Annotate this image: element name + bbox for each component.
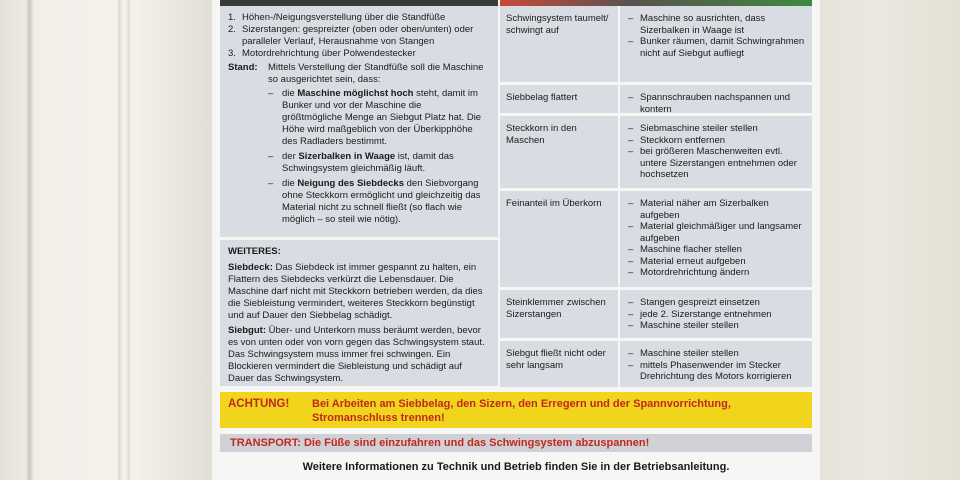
stand-bullet-bold: Sizerbalken in Waage	[298, 151, 396, 162]
solution-item: – Siebmaschine steiler stellen	[626, 123, 806, 135]
warning-banner	[220, 392, 812, 428]
solution-item: – Spannschrauben nachspannen und kontern	[626, 92, 806, 115]
problem-cell: Siebgut fließt nicht oder sehr langsam	[500, 341, 618, 387]
stand-bullet	[282, 178, 484, 226]
stand-bullet-bold: Maschine möglichst hoch	[297, 88, 414, 99]
siebdeck-paragraph	[228, 262, 490, 322]
table-row	[500, 85, 812, 113]
solution-item: – mittels Phasenwender im Stecker Drehrichtung des Motors korrigieren	[626, 360, 806, 383]
siebgut-paragraph	[228, 325, 490, 385]
table-row	[500, 191, 812, 287]
table-row	[500, 341, 812, 387]
table-row	[500, 6, 812, 82]
stand-bullet	[282, 151, 484, 175]
stand-bullet-pre: die	[282, 178, 298, 189]
stand-bullet-post: den Siebvorgang ohne Steckkorn ermöglicht und gleichzeitig das Material nicht zu schnell fließt (so flach wie möglich – so steil wie nötig).	[282, 178, 481, 225]
adjustment-item	[228, 24, 490, 48]
weiteres-heading: WEITERES:	[228, 246, 281, 257]
siebdeck-text: Das Siebdeck ist immer gespannt zu halten, ein Flattern des Siebdecks verkürzt die Lebensdauer. Die Maschine darf nicht mit Steckkorn betrieben werden, da dies die Siebleistung vermindert, weiteres Steckkorn begünstigt und auf Dauer den Siebbelag schädigt.	[228, 262, 483, 321]
solution-item: – Stangen gespreizt einsetzen	[626, 297, 806, 309]
adjustment-number: 3.	[228, 48, 236, 59]
adjustment-number: 2.	[228, 24, 236, 35]
problem-cell: Feinanteil im Überkorn	[500, 191, 618, 287]
solution-cell	[620, 290, 812, 338]
stand-bullet-post: ist, damit das Schwingsystem gleichmäßig läuft.	[282, 151, 454, 174]
siebgut-label: Siebgut:	[228, 325, 266, 336]
stand-bullets	[228, 88, 490, 226]
adjustment-text: Sizerstangen: gespreizter (oben oder oben/unten) oder paralleler Verlauf, Herausnahme von Stangen	[242, 24, 474, 47]
solution-cell	[620, 85, 812, 113]
troubleshooting-table	[500, 6, 812, 390]
door-frame	[118, 0, 130, 480]
solution-item: – Maschine steiler stellen	[626, 320, 806, 332]
stand-bullet	[282, 88, 484, 148]
stand-bullet-pre: der	[282, 151, 299, 162]
solution-item: – Material näher am Sizerbalken aufgeben	[626, 198, 806, 221]
stand-bullet-pre: die	[282, 88, 298, 99]
solution-cell	[620, 191, 812, 287]
instruction-poster	[212, 0, 820, 480]
footer-note: Weitere Informationen zu Technik und Betrieb finden Sie in der Betriebsanleitung.	[302, 461, 730, 473]
problem-cell: Schwingsystem taumelt/ schwingt auf	[500, 6, 618, 82]
adjustment-list	[220, 6, 498, 60]
solution-item: – Maschine steiler stellen	[626, 348, 806, 360]
solution-item: – Maschine so ausrichten, dass Sizerbalken in Waage ist	[626, 13, 806, 36]
table-row	[500, 116, 812, 188]
warning-label: ACHTUNG!	[228, 398, 290, 410]
solution-item: – Maschine flacher stellen	[626, 244, 806, 256]
adjustment-item	[228, 48, 490, 60]
stand-bullet-bold: Neigung des Siebdecks	[297, 178, 404, 189]
table-row	[500, 290, 812, 338]
siebdeck-label: Siebdeck:	[228, 262, 273, 273]
solution-cell	[620, 6, 812, 82]
solution-item: – Steckkorn entfernen	[626, 135, 806, 147]
adjustment-text: Höhen-/Neigungsverstellung über die Standfüße	[242, 12, 446, 23]
solution-item: – Material erneut aufgeben	[626, 256, 806, 268]
problem-cell: Steinklemmer zwischen Sizerstangen	[500, 290, 618, 338]
stand-intro: Mittels Verstellung der Standfüße soll die Maschine so ausgerichtet sein, dass:	[268, 62, 484, 85]
weiteres-panel	[220, 240, 498, 386]
stand-label: Stand:	[228, 62, 258, 73]
warning-text: Bei Arbeiten am Siebbelag, den Sizern, den Erregern und der Spannvorrichtung, Stromanschluss trennen!	[312, 398, 731, 424]
adjustment-item	[228, 12, 490, 24]
problem-cell: Steckkorn in den Maschen	[500, 116, 618, 188]
siebgut-text: Über- und Unterkorn muss beräumt werden, bevor es von unten oder von vorn gegen das Schwingsystem staut. Das Schwingsystem muss immer frei schwingen. Ein Blockieren vermindert die Siebleistung und schädigt auf Dauer das Schwingsystem.	[228, 325, 485, 384]
wall-right	[820, 0, 960, 480]
stand-section	[220, 60, 498, 226]
wall-left	[0, 0, 212, 480]
adjustment-number: 1.	[228, 12, 236, 23]
solution-item: – bei größeren Maschenweiten evtl. untere Sizerstangen entnehmen oder hochsetzen	[626, 146, 806, 181]
adjustment-panel	[220, 6, 498, 237]
solution-item: – jede 2. Sizerstange entnehmen	[626, 309, 806, 321]
solution-item: – Material gleichmäßiger und langsamer aufgeben	[626, 221, 806, 244]
solution-cell	[620, 341, 812, 387]
problem-cell: Siebbelag flattert	[500, 85, 618, 113]
solution-cell	[620, 116, 812, 188]
transport-note: TRANSPORT: Die Füße sind einzufahren und das Schwingsystem abzuspannen!	[220, 434, 812, 452]
stand-bullet-post: steht, damit im Bunker und vor der Maschine die größtmögliche Menge an Siebgut Platz hat. Die Höhe wird maßgeblich von der Überkipphöhe des Radladers bestimmt.	[282, 88, 482, 147]
solution-item: – Bunker räumen, damit Schwingrahmen nicht auf Siebgut aufliegt	[626, 36, 806, 59]
adjustment-text: Motordrehrichtung über Polwendestecker	[242, 48, 416, 59]
solution-item: – Motordrehrichtung ändern	[626, 267, 806, 279]
